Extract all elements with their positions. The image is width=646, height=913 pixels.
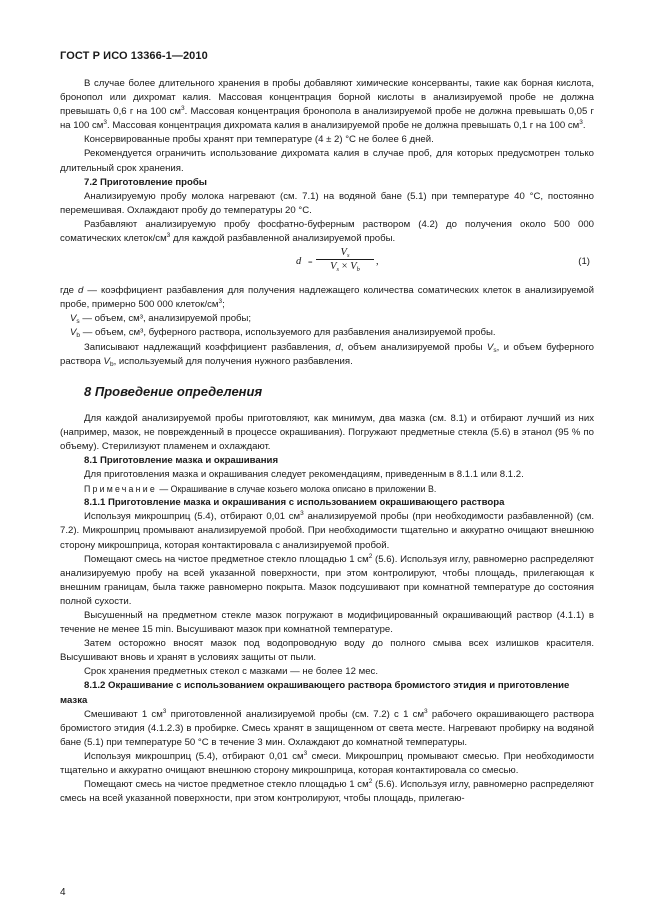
text: . Массовая концентрация бронопола в анализируемой пробе не должна превышать 0,05 г на 100 см [60,106,594,132]
section-heading-8: 8 Проведение определения [84,383,263,399]
paragraph-storage: Консервированные пробы хранят при температуре (4 ± 2) °С не более 6 дней. [84,134,434,146]
text: приготовленной анализируемой пробы (см. 7.2) с 1 см [166,708,425,720]
text: ; [222,299,225,311]
text: Используя микрошприц (5.4), отбирают 0,01 см [84,750,304,762]
text: V [340,247,347,259]
subscript: s [76,318,80,326]
paragraph-place-mixture-2 [60,778,594,806]
superscript: 3 [300,510,304,518]
subscript: s [493,346,497,354]
paragraph-microsyringe-2 [60,750,594,778]
definition-vb [60,326,594,340]
text: Смешивают 1 см [84,708,163,720]
text: , и объем буферного раствора [60,341,595,367]
text: — Окрашивание в случае козьего молока описано в приложении В. [156,484,437,495]
text: В случае более длительного хранения в пробы добавляют химические консерванты, такие как борная кислота, бронопол или дихромат калия. Массовая концентрация борной кислоты в анализируемой пробе не должна превышать 0,6 г на 100 см [60,78,594,118]
document-header: ГОСТ Р ИСО 13366-1—2010 [60,50,208,62]
superscript: 2 [368,778,373,786]
paragraph-record [60,341,594,369]
superscript: 3 [162,707,167,715]
superscript: 3 [181,105,185,113]
paragraph-preservatives [60,77,594,133]
definition-d [60,284,594,312]
text: рабочего окрашивающего раствора бромистого этидия (4.1.2.3) в пробирке. Смесь хранят в защищенном от света месте. Нагревают пробирку на водяной бане (5.1) при температуре 50 °С в течение 3 мин. Охлаждают до комнатной температуры. [60,708,594,748]
formula-denominator [316,259,374,273]
symbol: V [70,313,77,325]
text: (5.6). Используя иглу, равномерно распределяют анализируемую пробу на всей указанной поверхности, при этом контролируют, чтобы площадь, прилегающая к внешним границам, была также равномерно покрыта. Мазок подсушивают при комнатной температуре до состояния полной сухости. [60,553,594,607]
section-heading-7-2: 7.2 Приготовление пробы [84,176,207,188]
symbol: V [103,355,110,367]
superscript: 3 [303,749,308,757]
paragraph-heating: Анализируемую пробу молока нагревают (см. 7.1) на водяной бане (5.1) при температуре 40 °С, постоянно перемешивая. Охлаждают пробу до температуры 20 °С. [60,190,594,216]
text: × [339,261,351,273]
superscript: 3 [579,119,583,127]
superscript: 3 [218,298,223,306]
symbol: V [486,341,494,353]
formula-fraction [316,246,374,273]
symbol: d [335,341,341,353]
formula-number: (1) [578,256,590,268]
text: , используемый для получения нужного разбавления. [113,355,353,367]
superscript: 2 [368,552,373,560]
text: — коэффициент разбавления для получения надлежащего количества соматических клеток в анализируемой пробе, примерно 500 000 клеток/см [60,285,595,311]
formula-comma: , [376,256,379,268]
formula-numerator [316,246,374,259]
note [60,482,594,496]
paragraph-recommendations: Для приготовления мазка и окрашивания следует рекомендациям, приведенным в 8.1.1 или 8.1.2. [84,469,524,481]
text: где [60,285,79,297]
formula-1 [60,246,594,284]
paragraph-shelf-life: Срок хранения предметных стекол с мазками — не более 12 мес. [84,666,379,678]
text: — объем, см³, анализируемой пробы; [79,313,252,325]
paragraph-recommendation: Рекомендуется ограничить использование дихромата калия в случае проб, для которых предусмотрен только длительный срок хранения. [60,148,594,174]
superscript: 3 [424,707,428,715]
text: . Массовая концентрация дихромата калия в анализируемой пробе не должна превышать 0,1 г на 100 см [107,120,580,132]
subscript: s [336,266,340,274]
subscript: b [109,360,114,368]
text: для каждой разбавленной анализируемой пробы. [170,233,396,245]
text: V [330,261,337,273]
symbol: d [78,285,84,297]
text: (5.6). Используя иглу, равномерно распределяют смесь на всей указанной поверхности, при этом контролируют, чтобы площадь, прилегаю- [60,779,594,805]
page-number: 4 [60,887,66,898]
paragraph-place-mixture-1 [60,553,594,609]
definition-vs [60,312,594,326]
paragraph-dried-smear: Высушенный на предметном стекле мазок погружают в модифицированный окрашивающий раствор (4.1.1) в течение не менее 15 min. Высушивают мазок при комнатной температуре. [60,610,594,636]
text: смеси. Микрошприц промывают смесью. При необходимости тщательно и аккуратно очищают внешнюю сторону микрошприца, которая контактировала со смесью. [60,750,594,777]
note-label: Примечание [84,484,157,495]
text: Помещают смесь на чистое предметное стекло площадью 1 см [84,553,369,565]
paragraph-smears: Для каждой анализируемой пробы приготовляют, как минимум, два мазка (см. 8.1) и отбирают лучший из них (например, мазок, не поврежденный в процессе окрашивания). Погружают предметные стекла (5.6) в этанол (95 % по объему). Стерилизуют пламенем и охлаждают. [60,412,594,452]
document-body [60,77,594,806]
superscript: 3 [103,119,107,127]
section-heading-8-1: 8.1 Приготовление мазка и окрашивания [84,454,279,466]
paragraph-dilution [60,218,594,246]
text: анализируемой пробы (при необходимости разбавленной) (см. 7.2). Микрошприц промывают анализируемой пробой. При необходимости тщательно и аккуратно очищают внешнюю сторону микрошприца, которая контактировала с анализируемой пробой. [60,511,594,551]
paragraph-rinse: Затем осторожно вносят мазок под водопроводную воду до полного смыва всех излишков красителя. Высушивают вновь и хранят в условиях защиты от пыли. [60,638,594,664]
paragraph-microsyringe-1 [60,510,594,552]
text: , объем анализируемой пробы [340,341,487,353]
text: Помещают смесь на чистое предметное стекло площадью 1 см [84,779,369,791]
formula-equals: = [308,258,313,268]
section-heading-8-1-2: 8.1.2 Окрашивание с использованием окрашивающего раствора бромистого этидия и приготовление мазка [60,680,570,706]
text: Используя микрошприц (5.4), отбирают 0,01 см [84,511,301,523]
subscript: b [76,332,81,340]
superscript: 3 [166,232,171,240]
paragraph-mix [60,708,594,750]
text: Записывают надлежащий коэффициент разбавления, [84,341,336,353]
subscript: b [356,266,360,274]
section-heading-8-1-1: 8.1.1 Приготовление мазка и окрашивания с использованием окрашивающего раствора [84,497,505,509]
text: . [582,120,586,132]
symbol: V [70,327,77,339]
text: V [350,261,357,273]
subscript: s [346,252,350,260]
formula-lhs: d [296,256,302,268]
text: Разбавляют анализируемую пробу фосфатно-буферным раствором (4.2) до получения около 500 000 соматических клеток/см [60,218,594,245]
text: — объем, см³, буферного раствора, используемого для разбавления анализируемой пробы. [80,327,496,339]
